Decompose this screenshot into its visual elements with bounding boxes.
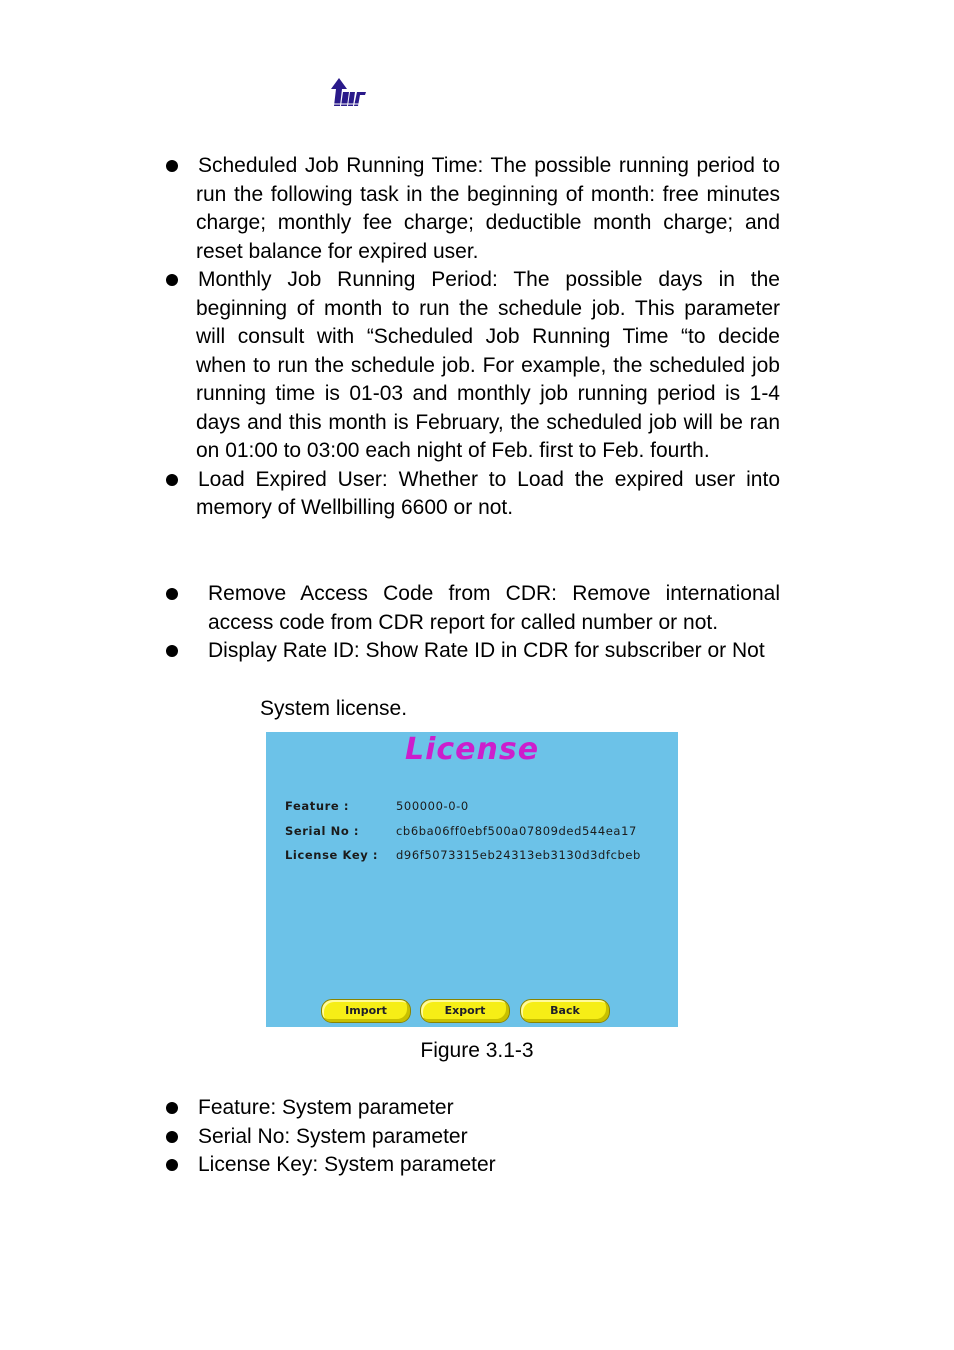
feature-label: Feature : [285, 799, 350, 813]
list-item-text: Feature: System parameter [198, 1096, 454, 1119]
figure-caption: Figure 3.1-3 [420, 1039, 534, 1062]
bullet-icon [166, 160, 178, 172]
company-logo-icon [330, 76, 368, 108]
license-key-label: License Key : [285, 848, 379, 862]
list-item [160, 266, 780, 466]
list-item-text: Load Expired User: Whether to Load the expired user into memory of Wellbilling 6600 or not. [196, 467, 780, 519]
serial-no-value: cb6ba06ff0ebf500a07809ded544ea17 [396, 824, 637, 838]
parameter-list-a [160, 152, 780, 523]
list-item [160, 1123, 780, 1152]
list-item-text: Remove Access Code from CDR: Remove international access code from CDR report for called number or not. [208, 582, 780, 634]
list-item-text: Display Rate ID: Show Rate ID in CDR for subscriber or Not [208, 639, 765, 662]
bullet-icon [166, 474, 178, 486]
bullet-icon [166, 1131, 178, 1143]
list-item [160, 1094, 780, 1123]
parameter-list-b [160, 580, 780, 666]
list-item-text: Monthly Job Running Period: The possible days in the beginning of month to run the schedule job. This parameter will consult with “Scheduled Job Running Time “to decide when to run the schedule job. For example, the scheduled job running time is 01-03 and monthly job running period is 1-4 days and this month is February, the scheduled job will be ran on 01:00 to 03:00 each night of Feb. first to Feb. fourth. [196, 268, 780, 462]
list-item [160, 1151, 780, 1180]
bullet-icon [166, 274, 178, 286]
bullet-icon [166, 1159, 178, 1171]
license-title: License [404, 732, 540, 767]
list-item [160, 152, 780, 266]
import-button[interactable]: Import [321, 999, 411, 1023]
system-license-text: System license. [260, 697, 408, 720]
bullet-icon [166, 1102, 178, 1114]
export-button[interactable]: Export [420, 999, 510, 1023]
list-item [160, 466, 780, 523]
list-item-text: License Key: System parameter [198, 1153, 496, 1176]
license-screenshot [266, 732, 678, 1027]
list-item [160, 580, 780, 637]
bullet-icon [166, 645, 178, 657]
list-item-text: Serial No: System parameter [198, 1124, 468, 1148]
feature-value: 500000-0-0 [396, 799, 469, 813]
list-item-text: Scheduled Job Running Time: The possible running period to run the following task in the beginning of month: free minutes charge; monthly fee charge; deductible month charge; and reset balance for expired user. [196, 154, 780, 263]
license-key-value: d96f5073315eb24313eb3130d3dfcbeb [396, 848, 641, 862]
list-item [160, 637, 768, 666]
back-button[interactable]: Back [520, 999, 610, 1023]
license-field-list [160, 1094, 780, 1180]
bullet-icon [166, 588, 178, 600]
serial-no-label: Serial No : [285, 824, 360, 838]
